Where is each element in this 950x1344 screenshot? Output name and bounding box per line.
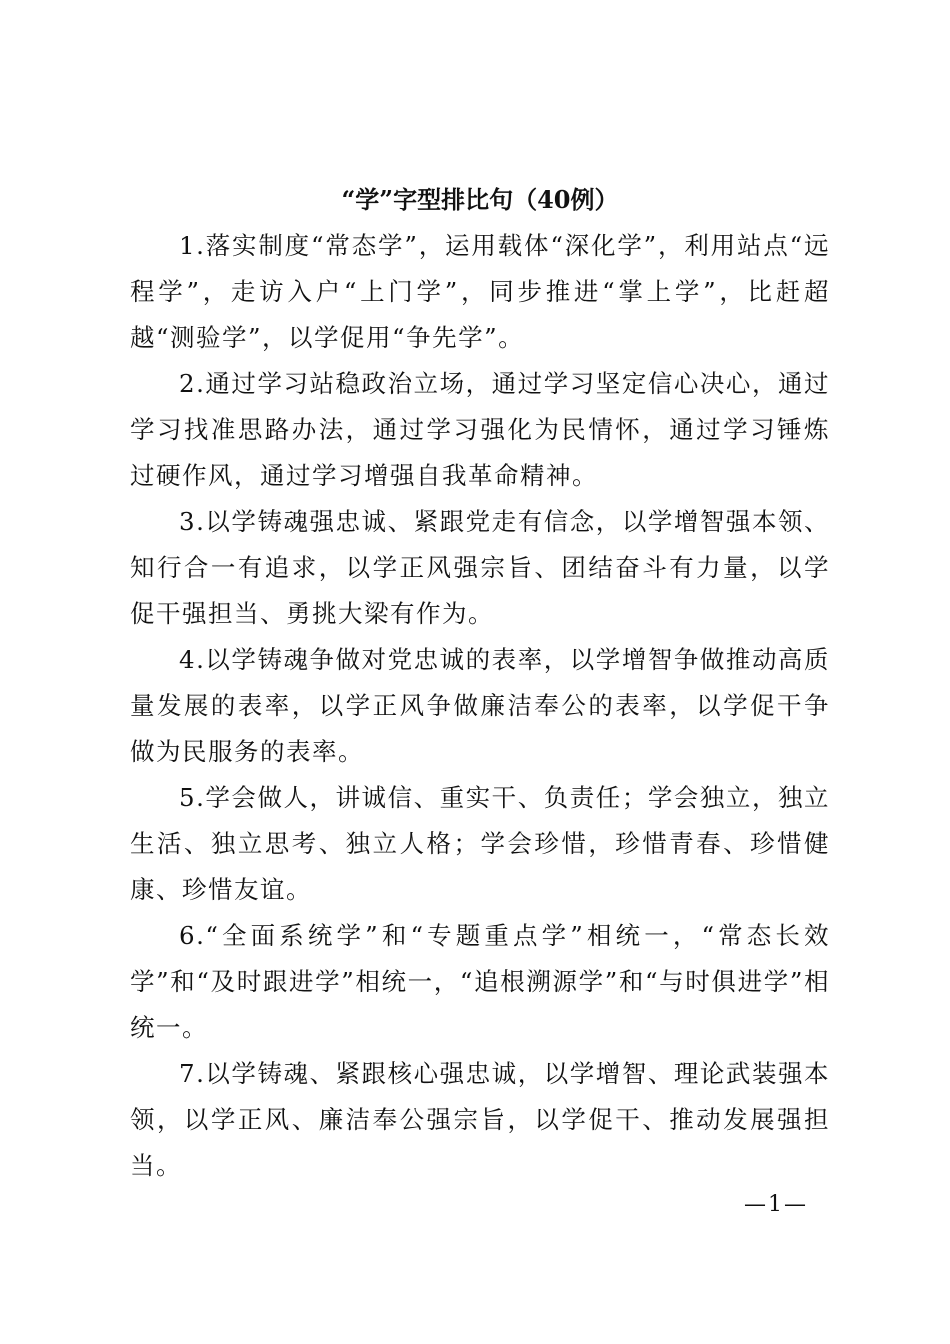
page-number: —1—	[744, 1192, 808, 1217]
document-body	[130, 223, 830, 1189]
paragraph-5: 5.学会做人，讲诚信、重实干、负责任；学会独立，独立生活、独立思考、独立人格；学会珍惜，珍惜青春、珍惜健康、珍惜友谊。	[130, 783, 830, 904]
paragraph-4: 4.以学铸魂争做对党忠诚的表率，以学增智争做推动高质量发展的表率，以学正风争做廉洁奉公的表率，以学促干争做为民服务的表率。	[130, 645, 830, 766]
paragraph-7: 7.以学铸魂、紧跟核心强忠诚，以学增智、理论武装强本领，以学正风、廉洁奉公强宗旨，以学促干、推动发展强担当。	[130, 1059, 830, 1180]
document-title: “学”字型排比句（40例）	[341, 185, 619, 214]
paragraph-2: 2.通过学习站稳政治立场，通过学习坚定信心决心，通过学习找准思路办法，通过学习强化为民情怀，通过学习锤炼过硬作风，通过学习增强自我革命精神。	[130, 369, 830, 490]
paragraph-1: 1.落实制度“常态学”，运用载体“深化学”，利用站点“远程学”，走访入户“上门学”，同步推进“掌上学”，比赶超越“测验学”，以学促用“争先学”。	[130, 231, 830, 352]
paragraph-6: 6.“全面系统学”和“专题重点学”相统一，“常态长效学”和“及时跟进学”相统一，“追根溯源学”和“与时俱进学”相统一。	[130, 921, 830, 1042]
paragraph-3: 3.以学铸魂强忠诚、紧跟党走有信念，以学增智强本领、知行合一有追求，以学正风强宗旨、团结奋斗有力量，以学促干强担当、勇挑大梁有作为。	[130, 507, 830, 628]
